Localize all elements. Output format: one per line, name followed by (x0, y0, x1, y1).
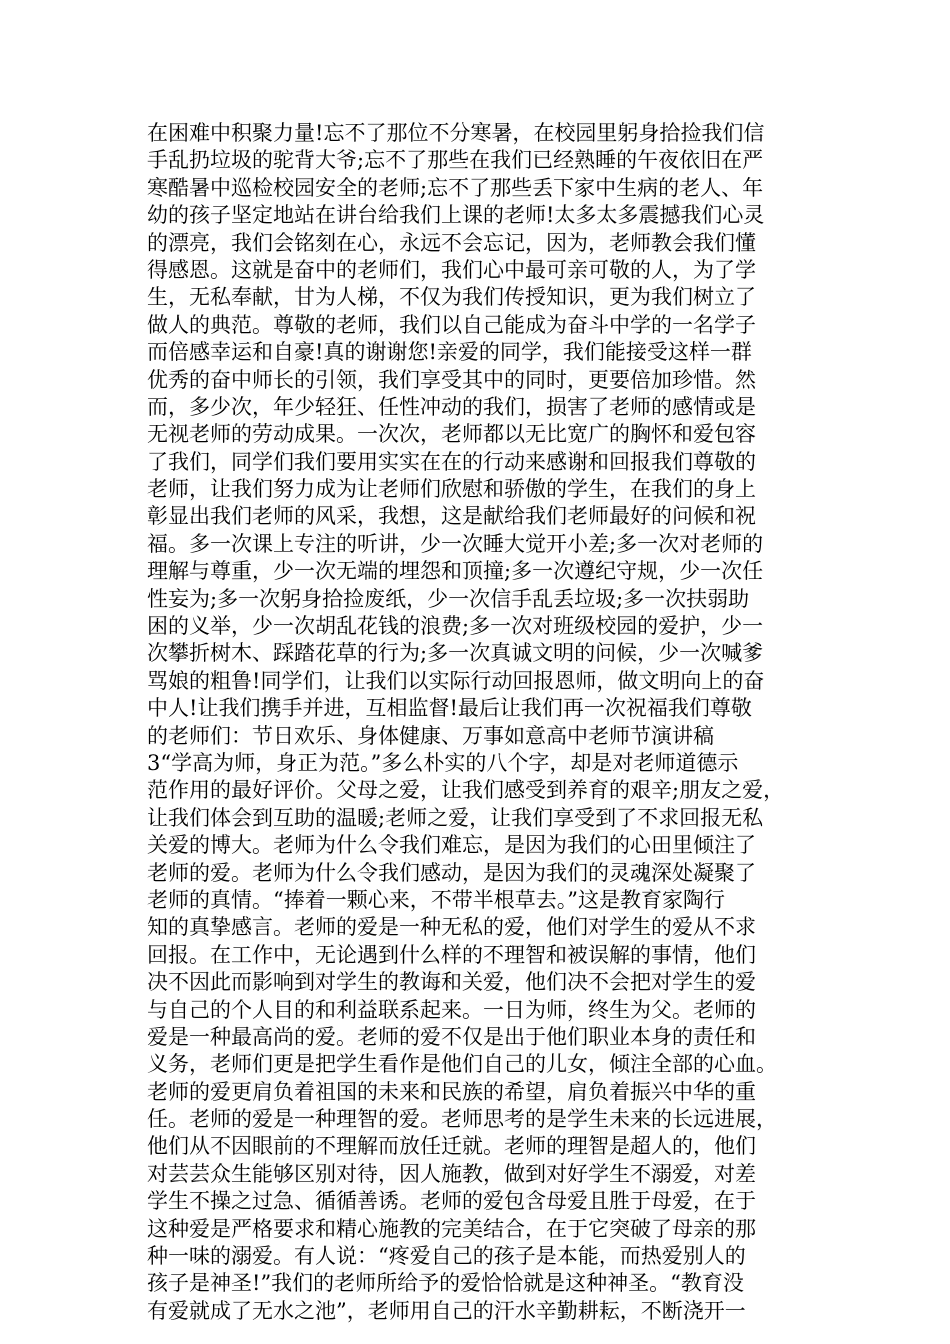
text-line: 中人!让我们携手并进，互相监督!最后让我们再一次祝福我们尊敬 (147, 696, 752, 721)
text-line: 爱是一种最高尚的爱。老师的爱不仅是出于他们职业本身的责任和 (147, 1024, 756, 1049)
text-line: 得感恩。这就是奋中的老师们，我们心中最可亲可敬的人，为了学 (147, 257, 756, 282)
text-line: 的老师们：节日欢乐、身体健康、万事如意高中老师节演讲稿 (147, 723, 714, 748)
text-line: 这种爱是严格要求和精心施教的完美结合，在于它突破了母亲的那 (147, 1216, 756, 1241)
text-line: 任。老师的爱是一种理智的爱。老师思考的是学生未来的长远进展， (147, 1107, 777, 1132)
text-line: 有爱就成了无水之池”，老师用自己的汗水辛勤耕耘，不断浇开一 (147, 1298, 746, 1323)
text-line: 义务，老师们更是把学生看作是他们自己的儿女，倾注全部的心血。 (147, 1052, 777, 1077)
text-line: 寒酷暑中巡检校园安全的老师;忘不了那些丢下家中生病的老人、年 (147, 175, 764, 200)
text-line: 而，多少次，年少轻狂、任性冲动的我们，损害了老师的感情或是 (147, 394, 756, 419)
text-line: 的漂亮，我们会铭刻在心，永远不会忘记，因为，老师教会我们懂 (147, 230, 756, 255)
text-line: 孩子是神圣!”我们的老师所给予的爱恰恰就是这种神圣。“教育没 (147, 1271, 744, 1296)
text-line: 福。多一次课上专注的听讲，少一次睡大觉开小差;多一次对老师的 (147, 531, 764, 556)
text-line: 老师的爱更肩负着祖国的未来和民族的希望，肩负着振兴中华的重 (147, 1079, 756, 1104)
text-line: 优秀的奋中师长的引领，我们享受其中的同时，更要倍加珍惜。然 (147, 367, 756, 392)
text-line: 他们从不因眼前的不理解而放任迁就。老师的理智是超人的，他们 (147, 1134, 756, 1159)
body-text (147, 120, 807, 1325)
text-line: 种一味的溺爱。有人说：“疼爱自己的孩子是本能，而热爱别人的 (147, 1244, 746, 1269)
text-line: 回报。在工作中，无论遇到什么样的不理智和被误解的事情，他们 (147, 942, 756, 967)
text-line: 决不因此而影响到对学生的教诲和关爱，他们决不会把对学生的爱 (147, 970, 756, 995)
text-line: 学生不操之过急、循循善诱。老师的爱包含母爱且胜于母爱，在于 (147, 1189, 756, 1214)
text-line: 而倍感幸运和自豪!真的谢谢您!亲爱的同学，我们能接受这样一群 (147, 340, 752, 365)
text-line: 范作用的最好评价。父母之爱，让我们感受到养育的艰辛;朋友之爱， (147, 778, 785, 803)
text-line: 手乱扔垃圾的驼背大爷;忘不了那些在我们已经熟睡的午夜依旧在严 (147, 148, 764, 173)
text-line: 了我们，同学们我们要用实实在在的行动来感谢和回报我们尊敬的 (147, 449, 756, 474)
text-line: 老师的真情。“捧着一颗心来，不带半根草去。”这是教育家陶行 (147, 887, 725, 912)
text-line: 困的义举，少一次胡乱花钱的浪费;多一次对班级校园的爱护，少一 (147, 614, 764, 639)
text-line: 幼的孩子坚定地站在讲台给我们上课的老师!太多太多震撼我们心灵 (147, 203, 765, 228)
text-line: 对芸芸众生能够区别对待，因人施教，做到对好学生不溺爱，对差 (147, 1161, 756, 1186)
text-line: 在困难中积聚力量!忘不了那位不分寒暑，在校园里躬身拾捡我们信 (147, 121, 765, 145)
text-line: 知的真挚感言。老师的爱是一种无私的爱，他们对学生的爱从不求 (147, 915, 756, 940)
text-line: 彰显出我们老师的风采，我想，这是献给我们老师最好的问候和祝 (147, 504, 756, 529)
text-line: 生，无私奉献，甘为人梯，不仅为我们传授知识，更为我们树立了 (147, 285, 756, 310)
text-line: 与自己的个人目的和利益联系起来。一日为师，终生为父。老师的 (147, 997, 756, 1022)
text-line: 次攀折树木、踩踏花草的行为;多一次真诚文明的问候，少一次喊爹 (147, 641, 764, 666)
text-line: 理解与尊重，少一次无端的埋怨和顶撞;多一次遵纪守规，少一次任 (147, 559, 764, 584)
text-line: 3“学高为师，身正为范。”多么朴实的八个字，却是对老师道德示 (147, 750, 739, 775)
text-line: 关爱的博大。老师为什么令我们难忘，是因为我们的心田里倾注了 (147, 833, 756, 858)
text-line: 老师的爱。老师为什么令我们感动，是因为我们的灵魂深处凝聚了 (147, 860, 756, 885)
text-line: 性妄为;多一次躬身拾捡废纸，少一次信手乱丢垃圾;多一次扶弱助 (147, 586, 750, 611)
text-line: 骂娘的粗鲁!同学们，让我们以实际行动回报恩师，做文明向上的奋 (147, 668, 765, 693)
text-line: 无视老师的劳动成果。一次次，老师都以无比宽广的胸怀和爱包容 (147, 422, 756, 447)
text-line: 做人的典范。尊敬的老师，我们以自己能成为奋斗中学的一名学子 (147, 312, 756, 337)
text-line: 让我们体会到互助的温暖;老师之爱，让我们享受到了不求回报无私 (147, 805, 764, 830)
text-line: 老师，让我们努力成为让老师们欣慰和骄傲的学生，在我们的身上 (147, 477, 756, 502)
